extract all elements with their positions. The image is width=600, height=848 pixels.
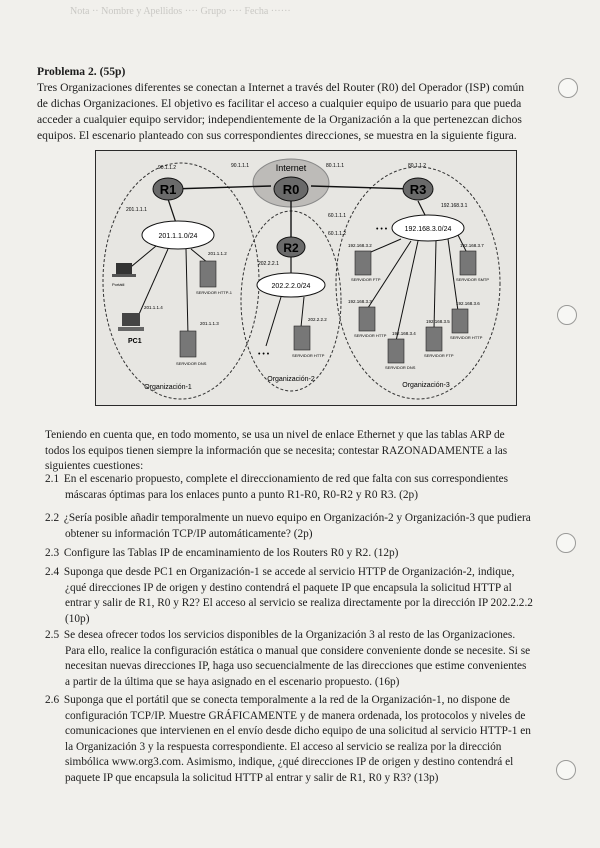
question-number: 2.6 (45, 694, 60, 706)
host-address: 201.1.1.4 (144, 305, 163, 310)
link-address: 201.1.1.1 (126, 207, 147, 213)
question-line: Configure las Tablas IP de encaminamiento de los Routers R0 y R2. (12p) (63, 547, 399, 559)
server-icon (200, 261, 216, 287)
ellipsis: • • • (258, 351, 270, 358)
router-label: R1 (159, 182, 177, 197)
router-label: R2 (283, 241, 299, 255)
question-number: 2.2 (45, 512, 60, 524)
question-line: paquete IP que encapsula la solicitud HTTP al entrar y salir de R1, R0 y R3? (13p) (65, 771, 439, 784)
question-line: necesitan nuevas direcciones IP, haga uso secuencialmente de las direcciones que estime convenientes (65, 660, 527, 672)
question-2-1 (45, 472, 565, 503)
host-label: SERVIDOR DNS (176, 361, 207, 366)
host-label: SERVIDOR HTTP-1 (196, 290, 232, 295)
host-label: SERVIDOR FTP (424, 353, 454, 358)
router-label: R3 (409, 182, 427, 197)
intro-paragraph (37, 80, 557, 144)
host-label: SERVIDOR DNS (385, 365, 416, 370)
server-icon (426, 327, 442, 351)
question-line: Se desea ofrecer todos los servicios disponibles de la Organización 3 al resto de las Organizaciones. (63, 629, 516, 641)
question-line: ¿Sería posible añadir temporalmente un nuevo equipo en Organización-2 y Organización-3 que pudiera (63, 512, 531, 524)
context-paragraph (45, 428, 565, 475)
question-line: a partir de la última que se haya asignado en el escenario propuesto. (16p) (65, 675, 400, 688)
network-label: 201.1.1.0/24 (158, 233, 198, 240)
question-line: simbólica www.org3.com. Asimismo, indique, ¿qué direcciones IP de origen y destino contendrá el (65, 756, 514, 768)
internet-label: Internet (275, 163, 307, 173)
punch-hole-top (558, 78, 578, 98)
question-line: máscaras óptimas para los enlaces punto a punto R1-R0, R0-R2 y R0 R3. (2p) (65, 488, 418, 501)
link-address: 192.168.3.1 (441, 203, 468, 209)
host-address: 192.168.3.2 (348, 243, 372, 248)
question-line: Suponga que el portátil que se conecta temporalmente a la red de la Organización-1, no dispone de (63, 694, 510, 706)
host-label: SERVIDOR FTP (351, 277, 381, 282)
server-icon (355, 251, 371, 275)
question-number: 2.3 (45, 547, 60, 559)
host-address: 192.168.3.4 (392, 331, 416, 336)
question-line: Para ello, realice la configuración estática o manual que considere conveniente donde se necesite. Si se (65, 644, 531, 657)
server-icon (359, 307, 375, 331)
problem-title: Problema 2. (55p) (37, 65, 126, 78)
server-icon (180, 331, 196, 357)
link-address: 60.1.1.1 (328, 213, 347, 219)
pc-icon (118, 313, 144, 331)
ellipsis: • • • (376, 226, 388, 233)
network-diagram-svg (96, 151, 516, 405)
question-2-6 (45, 693, 565, 786)
host-address: 192.168.3.5 (426, 319, 450, 324)
host-address: 202.2.2.2 (308, 317, 327, 322)
intro-line: equipos. El escenario planteado con sus correspondientes direcciones, se muestra en la siguiente figura. (37, 129, 517, 142)
intro-line: de dichas Organizaciones. El objetivo es facilitar el acceso a cualquier equipo de usuario para que pueda (37, 97, 522, 110)
link-address: 80.1.1.1 (326, 163, 345, 169)
org-label: Organización-1 (144, 384, 192, 391)
question-line: ¿qué direcciones IP de origen y destino contendrá el paquete IP que encapsula la solicitud HTTP al (65, 581, 512, 594)
link-address: 90.1.1.1 (231, 163, 250, 169)
link-address: 80.1.1.2 (408, 163, 427, 169)
host-label: SERVIDOR HTTP (354, 333, 387, 338)
link-r1-lan (168, 199, 176, 223)
question-line: la Organización 3 y la respuesta correspondiente. El acceso al servicio se realiza por la dirección (65, 740, 502, 753)
host-address: 192.168.3.7 (460, 243, 484, 248)
host-label: PC1 (128, 338, 142, 345)
question-2-5 (45, 628, 565, 690)
intro-line: Tres Organizaciones diferentes se conectan a Internet a través del Router (R0) del Operador (ISP) común (37, 81, 525, 94)
link-address: 60.1.1.2 (328, 231, 347, 237)
server-icon (452, 309, 468, 333)
question-2-3 (45, 546, 565, 562)
context-line: siguientes cuestiones: (45, 460, 144, 472)
host-address: 201.1.1.3 (200, 321, 219, 326)
host-address: 201.1.1.2 (208, 251, 227, 256)
host-label: Portátil (112, 282, 125, 287)
server-icon (460, 251, 476, 275)
question-line: entrar y salir de R1, R0 y R2? El acceso al servicio se realiza directamente por la dirección IP 202.2.2.2 (65, 597, 533, 609)
host-label: SERVIDOR HTTP (450, 335, 483, 340)
question-number: 2.1 (45, 473, 60, 485)
link-address: 202.2.2.1 (258, 261, 279, 267)
question-line: comunicaciones que intervienen en el envío desde dicho equipo de una solicitud al servicio HTTP-1 en (65, 725, 531, 737)
host-address: 192.168.3.3 (348, 299, 372, 304)
org-label: Organización-2 (267, 376, 315, 383)
router-label: R0 (282, 182, 300, 197)
question-line: (10p) (65, 612, 90, 625)
org-label: Organización-3 (402, 382, 450, 389)
network-label: 202.2.2.0/24 (271, 283, 311, 290)
question-2-4 (45, 565, 565, 627)
question-line: obtener su información TCP/IP automáticamente? (2p) (65, 527, 313, 540)
question-2-2 (45, 511, 565, 542)
context-line: Teniendo en cuenta que, en todo momento, se usa un nivel de enlace Ethernet y que las tablas ARP de (45, 429, 505, 441)
host-label: SERVIDOR SMTP (456, 277, 490, 282)
host-label: SERVIDOR HTTP (292, 353, 325, 358)
punch-hole-middle-upper (557, 305, 577, 325)
question-line: Suponga que desde PC1 en Organización-1 se accede al servicio HTTP de Organización-2, indique, (63, 566, 515, 578)
intro-line: acceder a cualquier equipo servidor; independientemente de la Organización a la que pertenezcan dichos (37, 113, 522, 126)
host-address: 192.168.3.6 (456, 301, 480, 306)
server-icon (294, 326, 310, 350)
context-line: todos los equipos tienen siempre la información que se necesita; contestar RAZONADAMENTE a las (45, 444, 508, 457)
question-number: 2.5 (45, 629, 60, 641)
link-address: 90.1.1.2 (158, 165, 177, 171)
bleed-through-header: Nota ·· Nombre y Apellidos ···· Grupo ···· Fecha ······ (70, 6, 291, 17)
question-number: 2.4 (45, 566, 60, 578)
question-line: configuración TCP/IP. Muestre GRÁFICAMENTE y de manera ordenada, los protocolos y niveles de (65, 709, 526, 722)
question-line: En el escenario propuesto, complete el direccionamiento de red que falta con sus correspondientes (63, 473, 509, 485)
network-label: 192.168.3.0/24 (404, 226, 452, 233)
server-icon (388, 339, 404, 363)
network-diagram (95, 150, 517, 406)
